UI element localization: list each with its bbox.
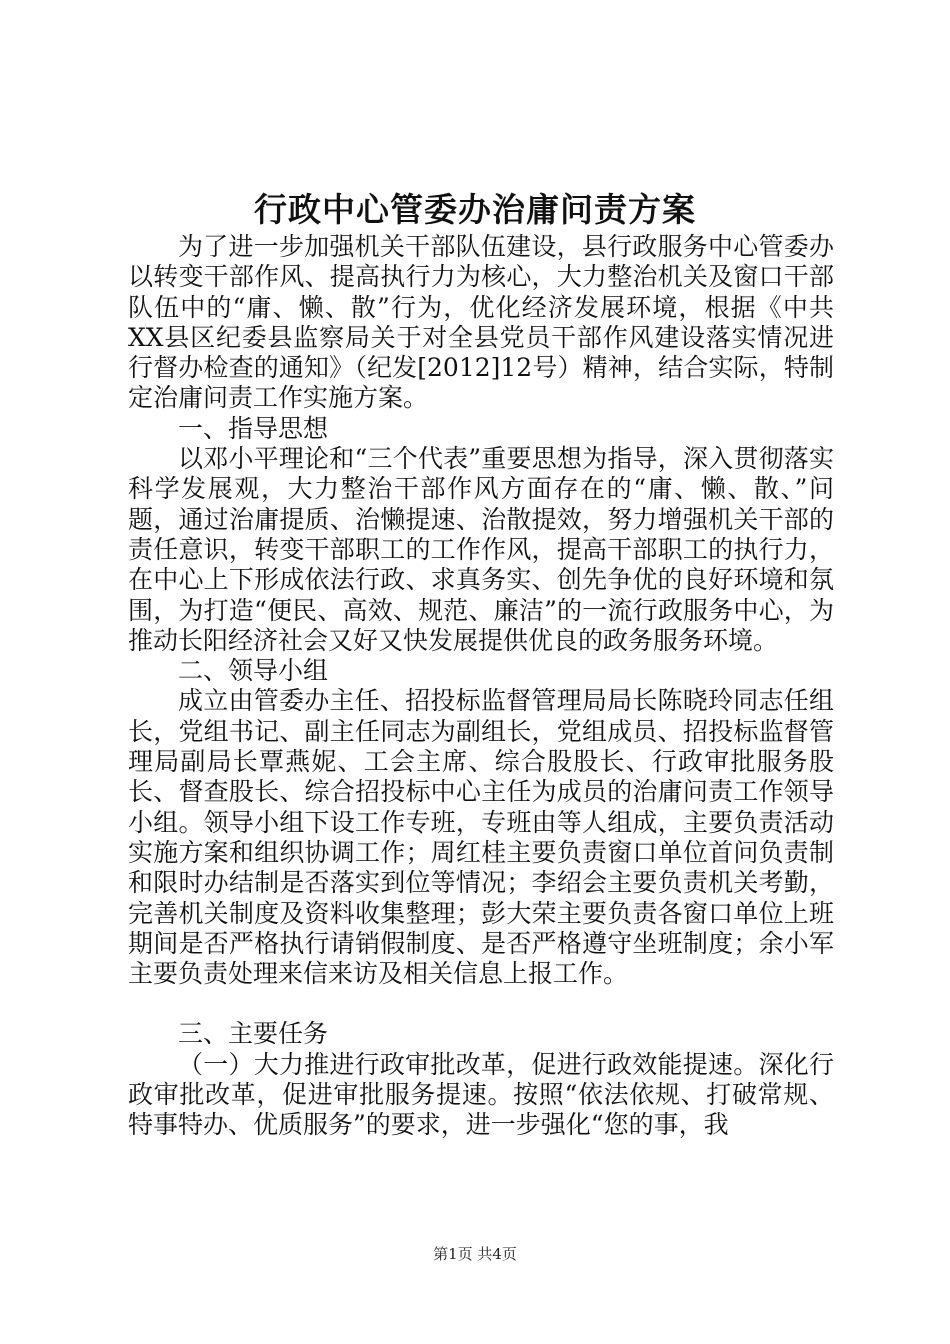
leading-group-paragraph: 成立由管委办主任、招投标监督管理局局长陈晓玲同志任组长，党组书记、副主任同志为副组长，党组成员、招投标监督管理局副局长覃燕妮、工会主席、综合股股长、行政审批服务股长、督查股长、综合招投标中心主任为成员的治庸问责工作领导小组。领导小组下设工作专班，专班由等人组成，主要负责活动实施方案和组织协调工作；周红桂主要负责窗口单位首问负责制和限时办结制是否落实到位等情况；李绍会主要负责机关考勤，完善机关制度及资料收集整理；彭大荣主要负责各窗口单位上班期间是否严格执行请销假制度、是否严格遵守坐班制度；余小军主要负责处理来信来访及相关信息上报工作。 <box>128 686 834 989</box>
document-title: 行政中心管委办治庸问责方案 <box>254 190 696 229</box>
intro-paragraph: 为了进一步加强机关干部队伍建设，县行政服务中心管委办以转变干部作风、提高执行力为核心，大力整治机关及窗口干部队伍中的“庸、懒、散”行为，优化经济发展环境，根据《中共XX县区纪委县监察局关于对全县党员干部作风建设落实情况进行督办检查的通知》（纪发[2012]12号）精神，结合实际，特制定治庸问责工作实施方案。 <box>128 232 834 413</box>
document-body <box>128 232 834 1141</box>
section-heading-guiding-ideology: 一、指导思想 <box>178 413 329 443</box>
section-heading-leading-group: 二、领导小组 <box>178 656 329 686</box>
guiding-ideology-paragraph: 以邓小平理论和“三个代表”重要思想为指导，深入贯彻落实科学发展观，大力整治干部作风方面存在的“庸、懒、散、”问题，通过治庸提质、治懒提速、治散提效，努力增强机关干部的责任意识，转变干部职工的工作作风，提高干部职工的执行力，在中心上下形成依法行政、求真务实、创先争优的良好环境和氛围，为打造“便民、高效、规范、廉洁”的一流行政服务中心，为推动长阳经济社会又好又快发展提供优良的政务服务环境。 <box>128 444 834 655</box>
page-footer: 第1页 共4页 <box>433 1245 517 1263</box>
main-tasks-paragraph: （一）大力推进行政审批改革，促进行政效能提速。深化行政审批改革，促进审批服务提速。按照“依法依规、打破常规、特事特办、优质服务”的要求，进一步强化“您的事，我 <box>128 1049 834 1140</box>
section-heading-main-tasks: 三、主要任务 <box>178 1019 329 1049</box>
